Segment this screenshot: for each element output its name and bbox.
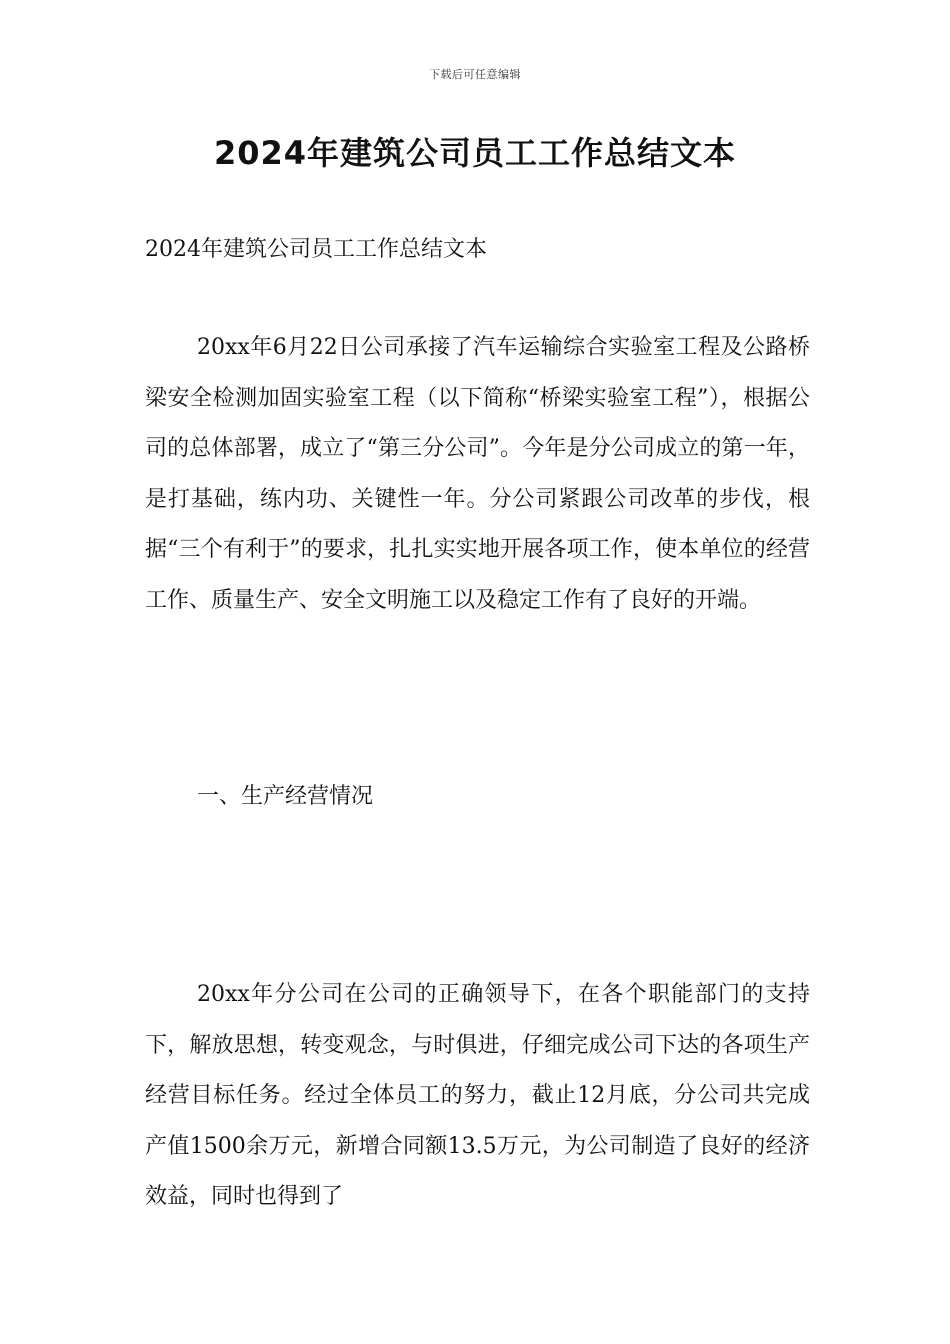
section-heading: 一、生产经营情况 bbox=[197, 784, 374, 809]
body-paragraph: 20xx年分公司在公司的正确领导下，在各个职能部门的支持下，解放思想，转变观念，与时俱进，仔细完成公司下达的各项生产经营目标任务。经过全体员工的努力，截止12月底，分公司共完成产值1500余万元，新增合同额13.5万元，为公司制造了良好的经济效益，同时也得到了 bbox=[145, 982, 810, 1209]
header-note: 下载后可任意编辑 bbox=[429, 68, 521, 81]
document-subtitle: 2024年建筑公司员工工作总结文本 bbox=[145, 237, 487, 262]
document-title: 2024年建筑公司员工工作总结文本 bbox=[213, 134, 737, 172]
body-paragraph: 20xx年6月22日公司承接了汽车运输综合实验室工程及公路桥梁安全检测加固实验室工程（以下简称“桥梁实验室工程”），根据公司的总体部署，成立了“第三分公司”。今年是分公司成立的第一年，是打基础，练内功、关键性一年。分公司紧跟公司改革的步伐，根据“三个有利于”的要求，扎扎实实地开展各项工作，使本单位的经营工作、质量生产、安全文明施工以及稳定工作有了良好的开端。 bbox=[145, 335, 810, 613]
